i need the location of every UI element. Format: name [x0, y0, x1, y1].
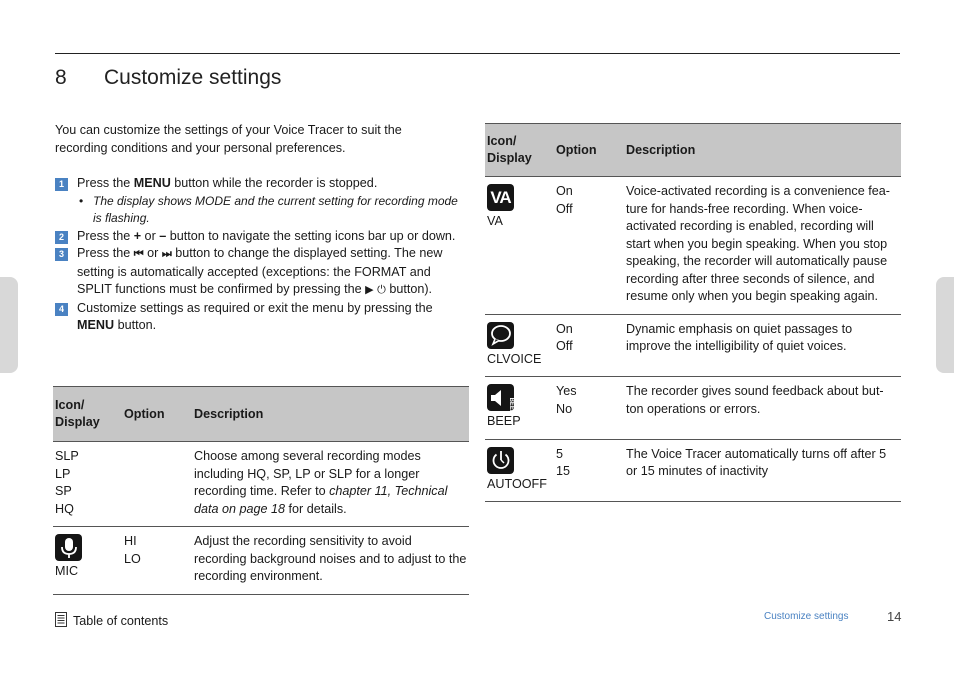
menu-keyword: MENU [133, 176, 171, 190]
page-number: 14 [887, 609, 902, 624]
table-header-row [485, 124, 901, 177]
header-option: Option [122, 387, 192, 442]
table-row [53, 442, 469, 527]
option-value: 15 [556, 464, 571, 478]
step-text: button). [385, 282, 433, 296]
table-row [485, 314, 901, 377]
description-cell: Adjust the recording sensitivity to avoid recording background noises and to adjust to the recording environment. [192, 527, 469, 595]
previous-page-tab[interactable] [0, 277, 18, 373]
description-text: for details. [285, 501, 347, 516]
option-value: On [556, 184, 573, 198]
chapter-number: 8 [55, 66, 67, 89]
option-value: 5 [556, 446, 564, 461]
menu-keyword: MENU [77, 318, 115, 332]
header-option: Option [554, 124, 624, 177]
option-value: No [556, 401, 573, 416]
display-label: LP [55, 466, 71, 481]
chapter-title: Customize settings [104, 66, 282, 89]
minus-symbol: – [159, 228, 167, 243]
toc-label: Table of contents [73, 614, 169, 628]
intro-text: You can customize the settings of your Voice Tracer to suit the recording conditions and your personal preferences. [55, 123, 402, 155]
header-icon-display: Icon/ Display [53, 387, 122, 442]
play-icon: ▶ [365, 284, 374, 296]
option-value: On [556, 321, 573, 336]
icon-cell [485, 314, 554, 377]
autooff-power-icon [487, 447, 514, 474]
step-2 [55, 228, 467, 246]
step-number-badge: 4 [55, 303, 68, 316]
display-label: CLVOICE [487, 351, 542, 366]
display-label: VA [487, 214, 503, 228]
icon-cell [485, 377, 554, 440]
option-value: Yes [556, 384, 577, 398]
speech-bubble-icon [487, 322, 514, 349]
option-cell [122, 527, 192, 595]
previous-icon: ⏮ [133, 248, 144, 260]
display-label: HQ [55, 501, 74, 516]
step-text: or [141, 228, 160, 243]
step-text: Customize settings as required or exit the menu by pressing the [77, 300, 433, 315]
step-text: button to change the displayed setting. The new setting is automatically accepted (exceptions: the FORMAT and SPLIT functions must be confirmed by pressing the [77, 246, 443, 296]
icon-cell [485, 439, 554, 502]
description-cell [192, 442, 469, 527]
option-value: LO [124, 551, 141, 566]
step-1 [55, 175, 467, 228]
table-header-row [53, 387, 469, 442]
step-text: button. [114, 318, 157, 332]
step-4 [55, 300, 467, 335]
table-row [53, 527, 469, 595]
description-cell: The recorder gives sound feedback about but-ton operations or errors. [624, 377, 901, 440]
step-note: • The display shows MODE and the current setting for recording mode is flashing. [77, 193, 467, 228]
header-icon-display: Icon/ Display [485, 124, 554, 177]
settings-table-right [485, 123, 901, 502]
footer-section-name: Customize settings [764, 611, 849, 622]
power-icon: ⏻ [377, 284, 386, 296]
option-cell [122, 442, 192, 527]
step-text: Press the [77, 228, 134, 243]
chapter-reference: chapter 11, Technical data on page 18 [194, 484, 448, 516]
step-text: button while the recorder is stopped. [170, 176, 378, 190]
display-label: SP [55, 484, 72, 498]
option-value: HI [124, 534, 137, 548]
description-cell: The Voice Tracer automatically turns off after 5 or 15 minutes of inactivity [624, 439, 901, 502]
step-text: button to navigate the setting icons bar up or down. [166, 228, 456, 243]
display-label: SLP [55, 449, 79, 463]
step-number-badge: 1 [55, 178, 68, 191]
option-cell [554, 177, 624, 315]
header-description: Description [624, 124, 901, 177]
top-rule [55, 53, 900, 54]
beep-icon-text: BEEP [507, 397, 514, 414]
icon-cell [485, 177, 554, 315]
step-number-badge: 3 [55, 248, 68, 261]
va-icon: VA [487, 184, 514, 211]
option-value: Off [556, 201, 573, 216]
next-icon: ⏭ [161, 248, 172, 260]
description-cell: Voice-activated recording is a convenience fea-ture for hands-free recording. When voice-activated recording is enabled, recording will start when you begin speaking. When you stop speaking, the recorder will automatically pause recording after three seconds of silence, and resume only when you begin speaking again. [624, 177, 901, 315]
steps-list [55, 175, 467, 335]
description-text: Choose among several recording modes including HQ, SP, LP or SLP for a longer recording time. Refer to [194, 449, 421, 498]
beep-speaker-icon [487, 384, 514, 414]
step-text: or [143, 246, 162, 260]
option-value: Off [556, 339, 573, 353]
plus-symbol: + [133, 228, 142, 243]
step-text: Press the [77, 246, 134, 260]
description-cell: Dynamic emphasis on quiet passages to improve the intelligibility of quiet voices. [624, 314, 901, 377]
option-cell [554, 314, 624, 377]
table-row [485, 177, 901, 315]
table-of-contents-link[interactable] [55, 612, 168, 630]
header-description: Description [192, 387, 469, 442]
table-row [485, 439, 901, 502]
step-3 [55, 245, 467, 300]
next-page-tab[interactable] [936, 277, 954, 373]
step-text: Press the [77, 176, 134, 190]
step-number-badge: 2 [55, 231, 68, 244]
display-label: AUTOOFF [487, 476, 547, 491]
microphone-icon [55, 534, 82, 561]
table-row [485, 377, 901, 440]
option-cell [554, 377, 624, 440]
display-label: MIC [55, 564, 79, 578]
display-label: BEEP [487, 414, 521, 428]
toc-icon [55, 612, 67, 630]
icon-cell [53, 527, 122, 595]
display-modes [53, 442, 122, 527]
option-cell [554, 439, 624, 502]
settings-table-left [53, 386, 469, 595]
